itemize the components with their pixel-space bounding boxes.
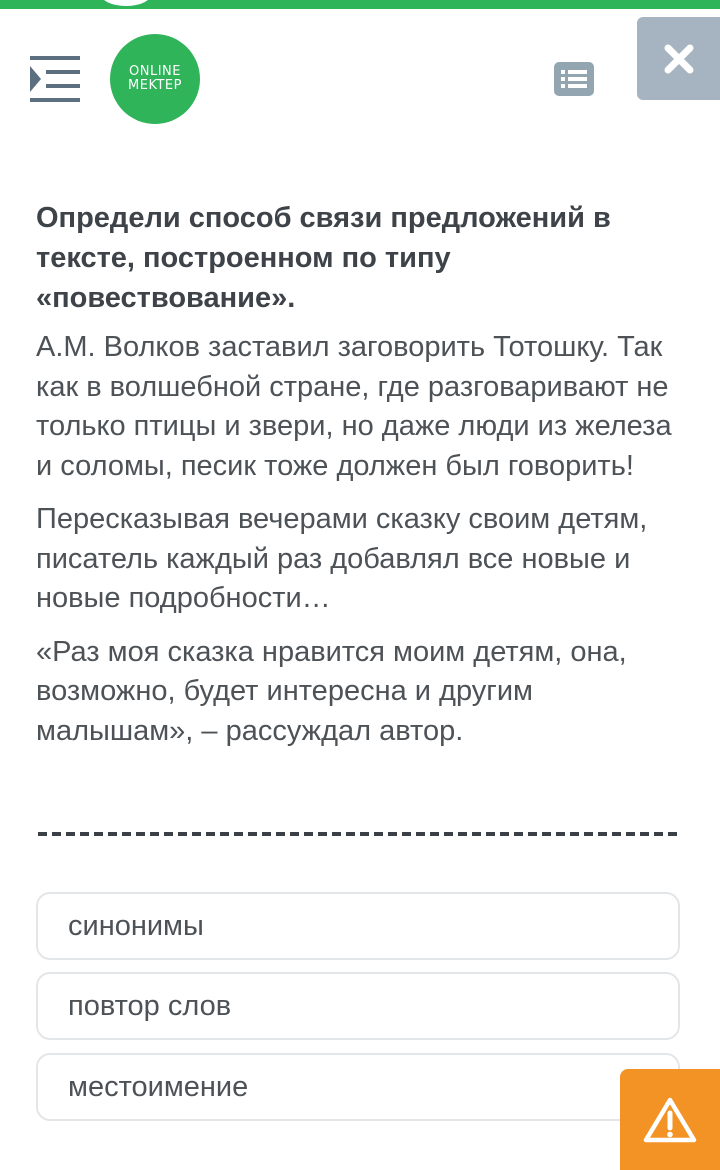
dashed-divider bbox=[38, 832, 682, 836]
report-problem-button[interactable] bbox=[620, 1069, 720, 1170]
question-paragraph-3: «Раз моя сказка нравится моим детям, она, возможно, будет интересна и другим малышам», – рассуждал автор. bbox=[36, 635, 627, 747]
question-paragraph-2: Пересказывая вечерами сказку своим детям, писатель каждый раз добавлял все новые и новые подробности… bbox=[36, 503, 648, 614]
answer-option-3[interactable]: местоимение bbox=[36, 1053, 680, 1121]
top-bar bbox=[0, 0, 720, 9]
close-icon bbox=[663, 43, 695, 75]
answer-option-1[interactable]: синонимы bbox=[36, 892, 680, 960]
top-bar-notch bbox=[100, 0, 152, 6]
logo-line-1: ONLINE bbox=[129, 64, 181, 79]
question-list-button[interactable] bbox=[554, 62, 594, 96]
answer-option-2[interactable]: повтор слов bbox=[36, 972, 680, 1040]
warning-icon bbox=[643, 1096, 697, 1144]
indent-menu-icon bbox=[28, 54, 82, 104]
menu-toggle-button[interactable] bbox=[28, 54, 82, 104]
question-paragraph-1: А.М. Волков заставил заговорить Тотошку. Так как в волшебной стране, где разговаривают не только птицы и звери, но даже люди из железа и соломы, песик тоже должен был говорить! bbox=[36, 331, 672, 482]
question-content bbox=[36, 198, 684, 765]
online-mektep-logo bbox=[110, 34, 200, 124]
question-title: Определи способ связи предложений в тексте, построенном по типу «повествование». bbox=[36, 202, 611, 314]
logo-line-2: MEKTEP bbox=[128, 78, 182, 93]
close-button[interactable] bbox=[637, 17, 720, 100]
list-icon bbox=[561, 69, 587, 89]
